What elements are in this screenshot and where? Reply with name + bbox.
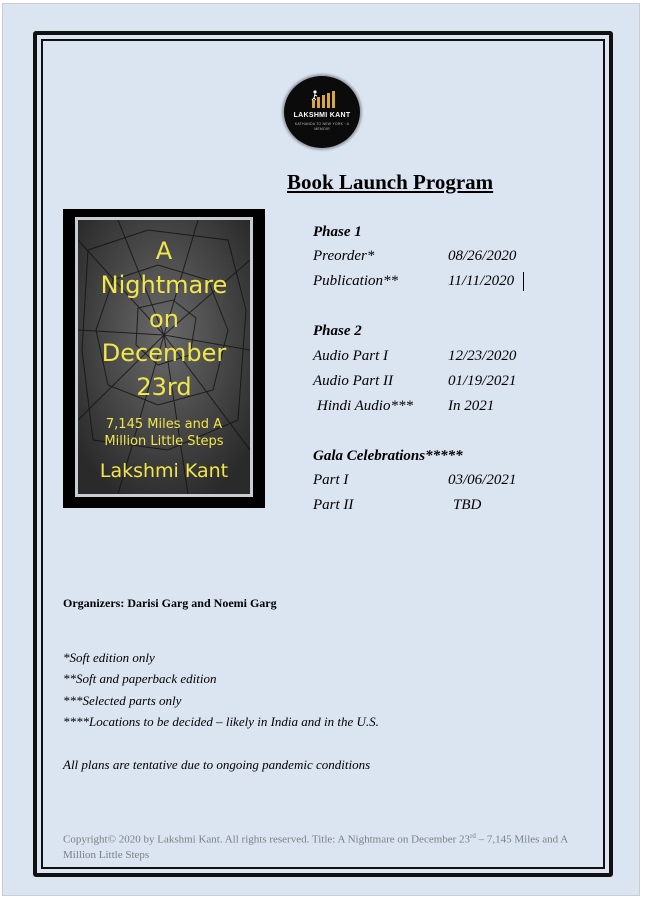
cover-title-line: December: [101, 339, 227, 367]
tentative-note: All plans are tentative due to ongoing pandemic conditions: [63, 757, 371, 772]
program-date-preorder: 08/26/2020: [448, 248, 517, 264]
phase1-heading: Phase 1: [313, 224, 362, 240]
book-cover-inner: [75, 217, 253, 497]
footnote: **Soft and paperback edition: [63, 671, 217, 686]
program-date-hindi-audio: In 2021: [448, 398, 495, 414]
gala-heading: Gala Celebrations*****: [313, 448, 463, 464]
phase2-heading: Phase 2: [313, 323, 362, 339]
program-label-audio-part1: Audio Part I: [313, 348, 388, 364]
organizers: Organizers: Darisi Garg and Noemi Garg: [63, 596, 277, 610]
copyright-superscript: rd: [470, 832, 476, 840]
bar-chart-icon: [310, 90, 336, 108]
program-label-hindi-audio: Hindi Audio***: [317, 398, 413, 414]
cover-title-line: A: [155, 237, 173, 265]
author-logo: [284, 76, 360, 148]
cover-subtitle: [78, 416, 250, 450]
cover-title-line: Nightmare: [100, 271, 228, 299]
program-label-gala-part1: Part I: [313, 472, 349, 488]
footnote: *Soft edition only: [63, 650, 155, 665]
program-date-audio-part1: 12/23/2020: [448, 348, 517, 364]
copyright-text: Copyright© 2020 by Lakshmi Kant. All rights reserved. Title: A Nightmare on December 23: [63, 833, 471, 846]
copyright-text-end: – 7,145 Miles and A Million Little Steps: [63, 833, 568, 861]
program-date-audio-part2: 01/19/2021: [448, 373, 517, 389]
cover-title-line: on: [149, 305, 179, 333]
cover-author: Lakshmi Kant: [99, 460, 229, 482]
footnote: ****Locations to be decided – likely in India and in the U.S.: [63, 714, 379, 729]
cover-subtitle-line: Million Little Steps: [104, 434, 224, 449]
program-label-audio-part2: Audio Part II: [313, 373, 393, 389]
program-label-preorder: Preorder*: [313, 248, 375, 264]
page-title: Book Launch Program: [287, 170, 494, 194]
program-date-gala-part2: TBD: [453, 497, 482, 513]
footnote: ***Selected parts only: [63, 693, 182, 708]
copyright-notice: [63, 829, 583, 863]
program-date-publication: 11/11/2020: [448, 273, 515, 289]
program-date-gala-part1: 03/06/2021: [448, 472, 517, 488]
program-label-publication: Publication**: [313, 273, 398, 289]
text-cursor: [523, 272, 524, 291]
program-label-gala-part2: Part II: [313, 497, 354, 513]
cover-title-line: 23rd: [136, 373, 192, 401]
logo-tagline: KATHANDA TO NEW YORK · A MEMOIR: [294, 122, 350, 131]
book-cover: [63, 209, 265, 508]
cover-title: [78, 234, 250, 404]
cover-subtitle-line: 7,145 Miles and A: [105, 417, 223, 432]
logo-name: LAKSHMI KANT: [293, 112, 351, 119]
